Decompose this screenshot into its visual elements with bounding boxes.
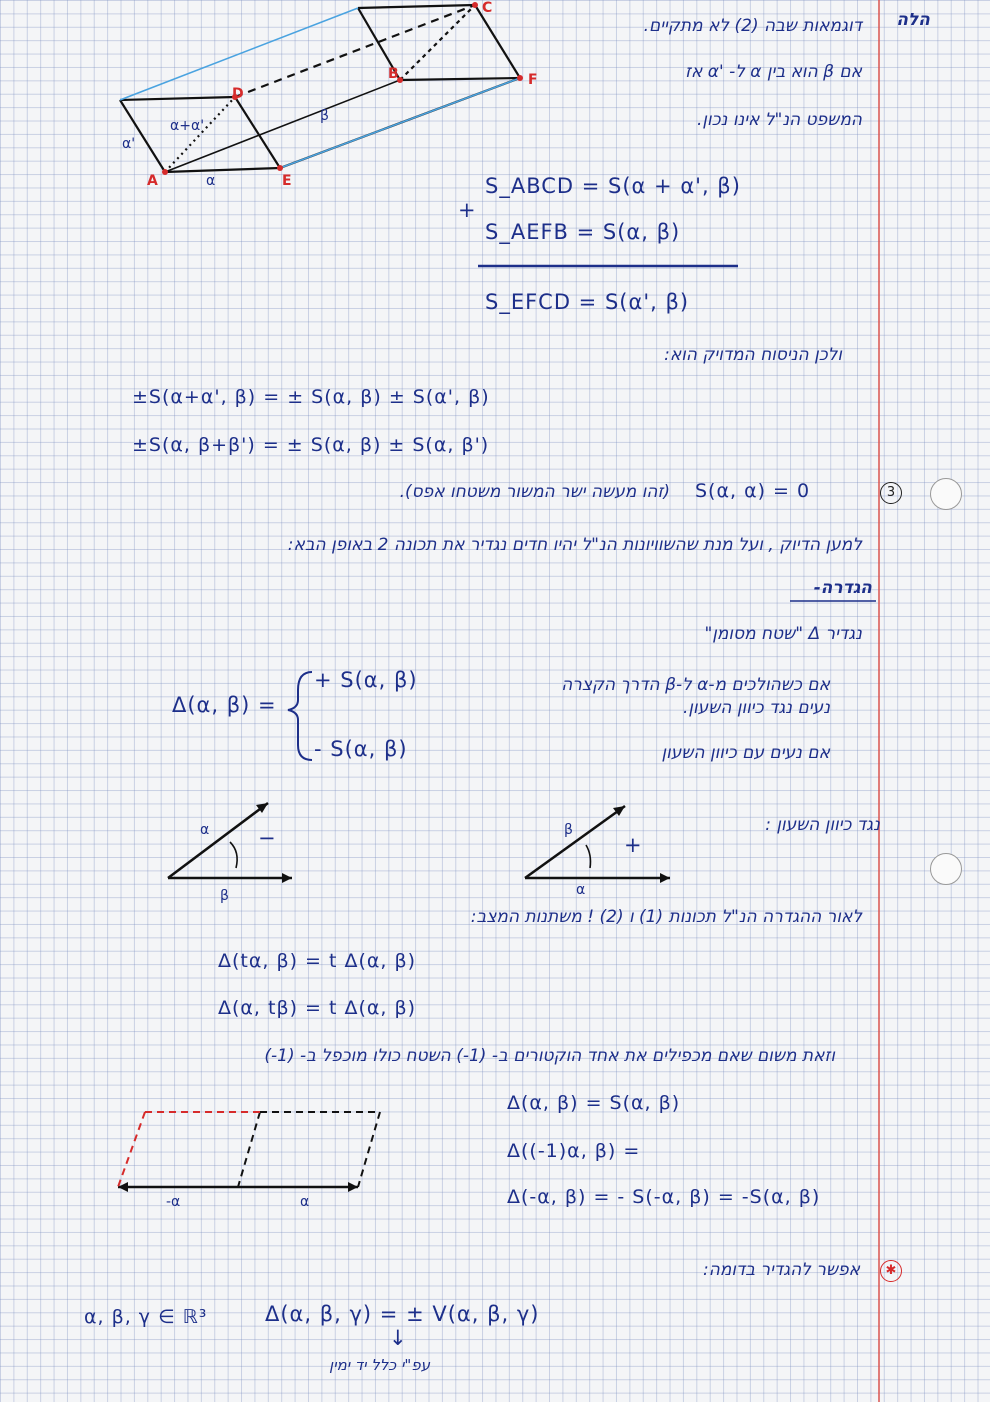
fig-left-alpha: α <box>200 822 210 838</box>
text-line-6: נגדיר Δ "שטח מסומן" <box>704 624 862 644</box>
eq-delta-neg-alpha: Δ(-α, β) = - S(-α, β) = -S(α, β) <box>507 1186 821 1208</box>
case-plus: + S(α, β) <box>314 668 418 692</box>
star-icon: ✱ <box>880 1260 902 1282</box>
definition-title: הגדרה- <box>813 578 872 598</box>
parallelogram-diagram <box>120 5 520 172</box>
case-minus: - S(α, β) <box>314 737 408 761</box>
edge-back-top <box>358 5 475 8</box>
arrow-down-icon: ↓ <box>389 1326 408 1350</box>
text-line-5: למען הדיוק , ועל מנת שהשוויונות הנ"ל יהיו חדים נגדיר את תכונה 2 באופן הבא: <box>287 535 862 555</box>
neg-alpha-diagram <box>118 1112 380 1187</box>
item-number-3: 3 <box>880 482 902 504</box>
label-f: F <box>528 72 538 88</box>
eq-additivity-alpha: ±S(α+α', β) = ± S(α, β) ± S(α', β) <box>132 386 490 408</box>
brace <box>288 672 312 760</box>
delta-lhs: Δ(α, β) = <box>172 693 277 717</box>
label-alpha-sum: α+α' <box>170 118 205 134</box>
fig-right-plus: + <box>624 833 643 857</box>
neg-alpha-red <box>118 1112 260 1187</box>
fig-left-beta: β <box>220 888 229 904</box>
label-alpha: α <box>206 173 216 189</box>
label-e: E <box>282 173 292 189</box>
fig-right-beta: β <box>564 822 573 838</box>
case-plus-text-b: נעים נגד כיוון השעון. <box>683 698 830 718</box>
edge-a-e <box>165 168 280 172</box>
label-c: C <box>482 0 493 16</box>
text-line-9: וזאת משום שאם מכפילים את אחד הוקטורים ב- (1-) השטח כולו מוכפל ב- (1-) <box>264 1046 835 1066</box>
text-line-8: לאור ההגדרה הנ"ל תכונות (1) ו (2) ! משתנות המצב: <box>470 907 862 927</box>
case-minus-text: אם נעים עם כיוון השעון <box>661 743 830 763</box>
text-line-10: אפשר להגדיר בדומה: <box>702 1260 860 1280</box>
label-b: B <box>388 66 399 82</box>
fig-neg-alpha-label: -α <box>166 1194 181 1210</box>
label-alpha-prime: α' <box>122 136 136 152</box>
label-d: D <box>232 86 244 102</box>
eq-delta-neg1: Δ((-1)α, β) = <box>507 1140 641 1162</box>
eq-s-alpha-alpha: S(α, α) = 0 <box>695 480 811 502</box>
label-a: A <box>147 173 158 189</box>
fig-alpha-label: α <box>300 1194 310 1210</box>
case-plus-text-a: אם כשהולכים מ-α ל-β הדרך הקצרה <box>561 675 830 695</box>
plus-sign: + <box>458 198 477 222</box>
eq-volume: Δ(α, β, γ) = ± V(α, β, γ) <box>265 1302 540 1326</box>
eq-additivity-beta: ±S(α, β+β') = ± S(α, β) ± S(α, β') <box>132 434 490 456</box>
edge-top-left <box>120 97 235 100</box>
header-tag: הלה <box>896 10 930 30</box>
diag-b-c <box>400 5 475 80</box>
text-line-11: עפ"י כלל יד ימין <box>329 1356 430 1374</box>
vertex-dots <box>162 2 523 175</box>
text-line-1: דוגמאות שבה (2) לא מתקיים. <box>643 16 862 36</box>
text-line-7: נגד כיוון השעון : <box>765 815 880 835</box>
label-beta: β <box>320 108 329 124</box>
blue-guides <box>120 8 520 168</box>
edge-d-e <box>235 97 280 168</box>
eq-homog-alpha: Δ(tα, β) = t Δ(α, β) <box>218 950 417 972</box>
eq-r3: α, β, γ ∈ ℝ³ <box>84 1306 208 1328</box>
fig-right-alpha: α <box>576 882 586 898</box>
edge-d-c <box>235 5 475 97</box>
eq-sabcd: S_ABCD = S(α + α', β) <box>485 174 741 198</box>
diag-a-d <box>165 97 235 172</box>
eq-saefb: S_AEFB = S(α, β) <box>485 220 681 244</box>
eq-delta-s: Δ(α, β) = S(α, β) <box>507 1092 681 1114</box>
text-line-2: אם β הוא בין α ל- 'α אז <box>685 62 862 82</box>
text-item3-note: (זהו מעשה ישר המשור משטחו אפס). <box>399 482 670 502</box>
text-line-4: ולכן הניסוח המדויק הוא: <box>664 345 842 365</box>
text-line-3: המשפט הנ"ל אינו נכון. <box>696 110 862 130</box>
fig-left-minus: − <box>258 826 277 850</box>
eq-sefcd: S_EFCD = S(α', β) <box>485 290 690 314</box>
eq-homog-beta: Δ(α, tβ) = t Δ(α, β) <box>218 997 417 1019</box>
edge-b-f <box>400 78 520 80</box>
angle-fig-right <box>525 806 670 878</box>
